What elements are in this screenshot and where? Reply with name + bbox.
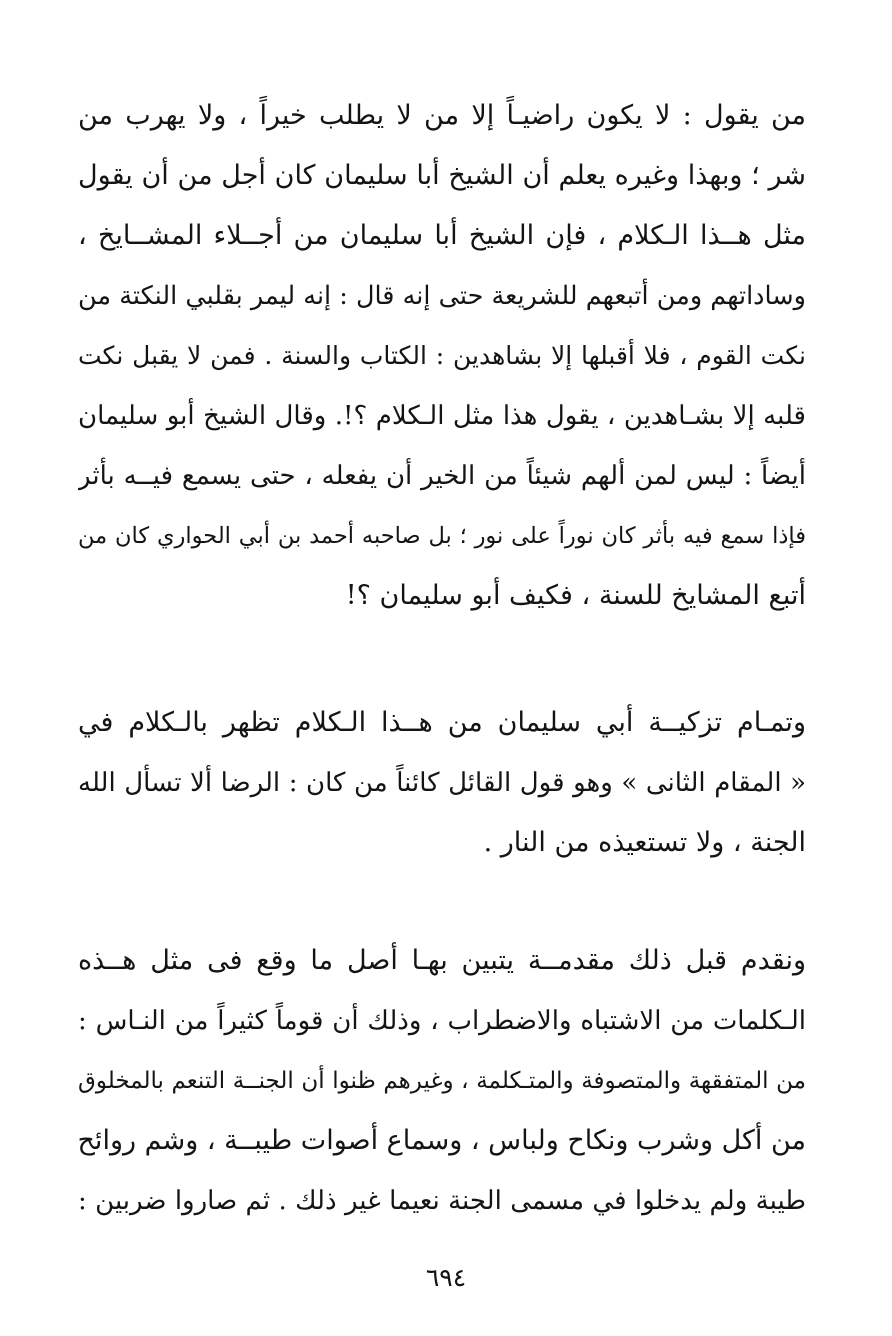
- paragraph-3: [78, 931, 806, 1231]
- paragraph-2: [78, 693, 806, 873]
- text-line: قلبه إلا بشـاهدين ، يقول هذا مثل الـكلام ؟!. وقال الشيخ أبو سليمان: [78, 401, 806, 431]
- text-line: الـكلمات من الاشتباه والاضطراب ، وذلك أن قوماً كثيراً من النـاس :: [78, 1006, 806, 1036]
- text-line: « المقام الثانى » وهو قول القائل كائناً من كان : الرضا ألا تسأل الله: [78, 768, 806, 798]
- text-line: من أكل وشرب ونكاح ولباس ، وسماع أصوات طيبــة ، وشم روائح: [78, 1125, 806, 1156]
- text-line: من المتفقهة والمتصوفة والمتـكلمة ، وغيرهم ظنوا أن الجنــة التنعم بالمخلوق: [78, 1068, 806, 1094]
- text-line: أتبع المشايخ للسنة ، فكيف أبو سليمان ؟!: [345, 580, 806, 611]
- text-line: وتمـام تزكيــة أبي سليمان من هــذا الـكلام تظهر بالـكلام في: [78, 707, 806, 738]
- text-line: شر ؛ وبهذا وغيره يعلم أن الشيخ أبا سليمان كان أجل من أن يقول: [78, 160, 806, 191]
- text-line: نكت القوم ، فلا أقبلها إلا بشاهدين : الكتاب والسنة . فمن لا يقبل نكت: [78, 341, 806, 370]
- text-line: الجنة ، ولا تستعيذه من النار .: [483, 827, 806, 858]
- text-line: أيضاً : ليس لمن ألهم شيئاً من الخير أن يفعله ، حتى يسمع فيــه بأثر: [78, 461, 806, 491]
- page-number: ٦٩٤: [425, 1263, 467, 1292]
- paragraph-1: [78, 86, 806, 626]
- text-line: ونقدم قبل ذلك مقدمــة يتبين بهـا أصل ما وقع فى مثل هــذه: [78, 945, 806, 976]
- text-line: طيبة ولم يدخلوا في مسمى الجنة نعيما غير ذلك . ثم صاروا ضربين :: [78, 1186, 806, 1216]
- text-line: من يقول : لا يكون راضيـاً إلا من لا يطلب خيراً ، ولا يهرب من: [78, 100, 806, 131]
- text-line: مثل هــذا الـكلام ، فإن الشيخ أبا سليمان من أجــلاء المشــايخ ،: [78, 220, 806, 251]
- text-line: فإذا سمع فيه بأثر كان نوراً على نور ؛ بل صاحبه أحمد بن أبي الحواري كان من: [78, 523, 806, 549]
- text-line: وساداتهم ومن أتبعهم للشريعة حتى إنه قال : إنه ليمر بقلبي النكتة من: [78, 281, 806, 311]
